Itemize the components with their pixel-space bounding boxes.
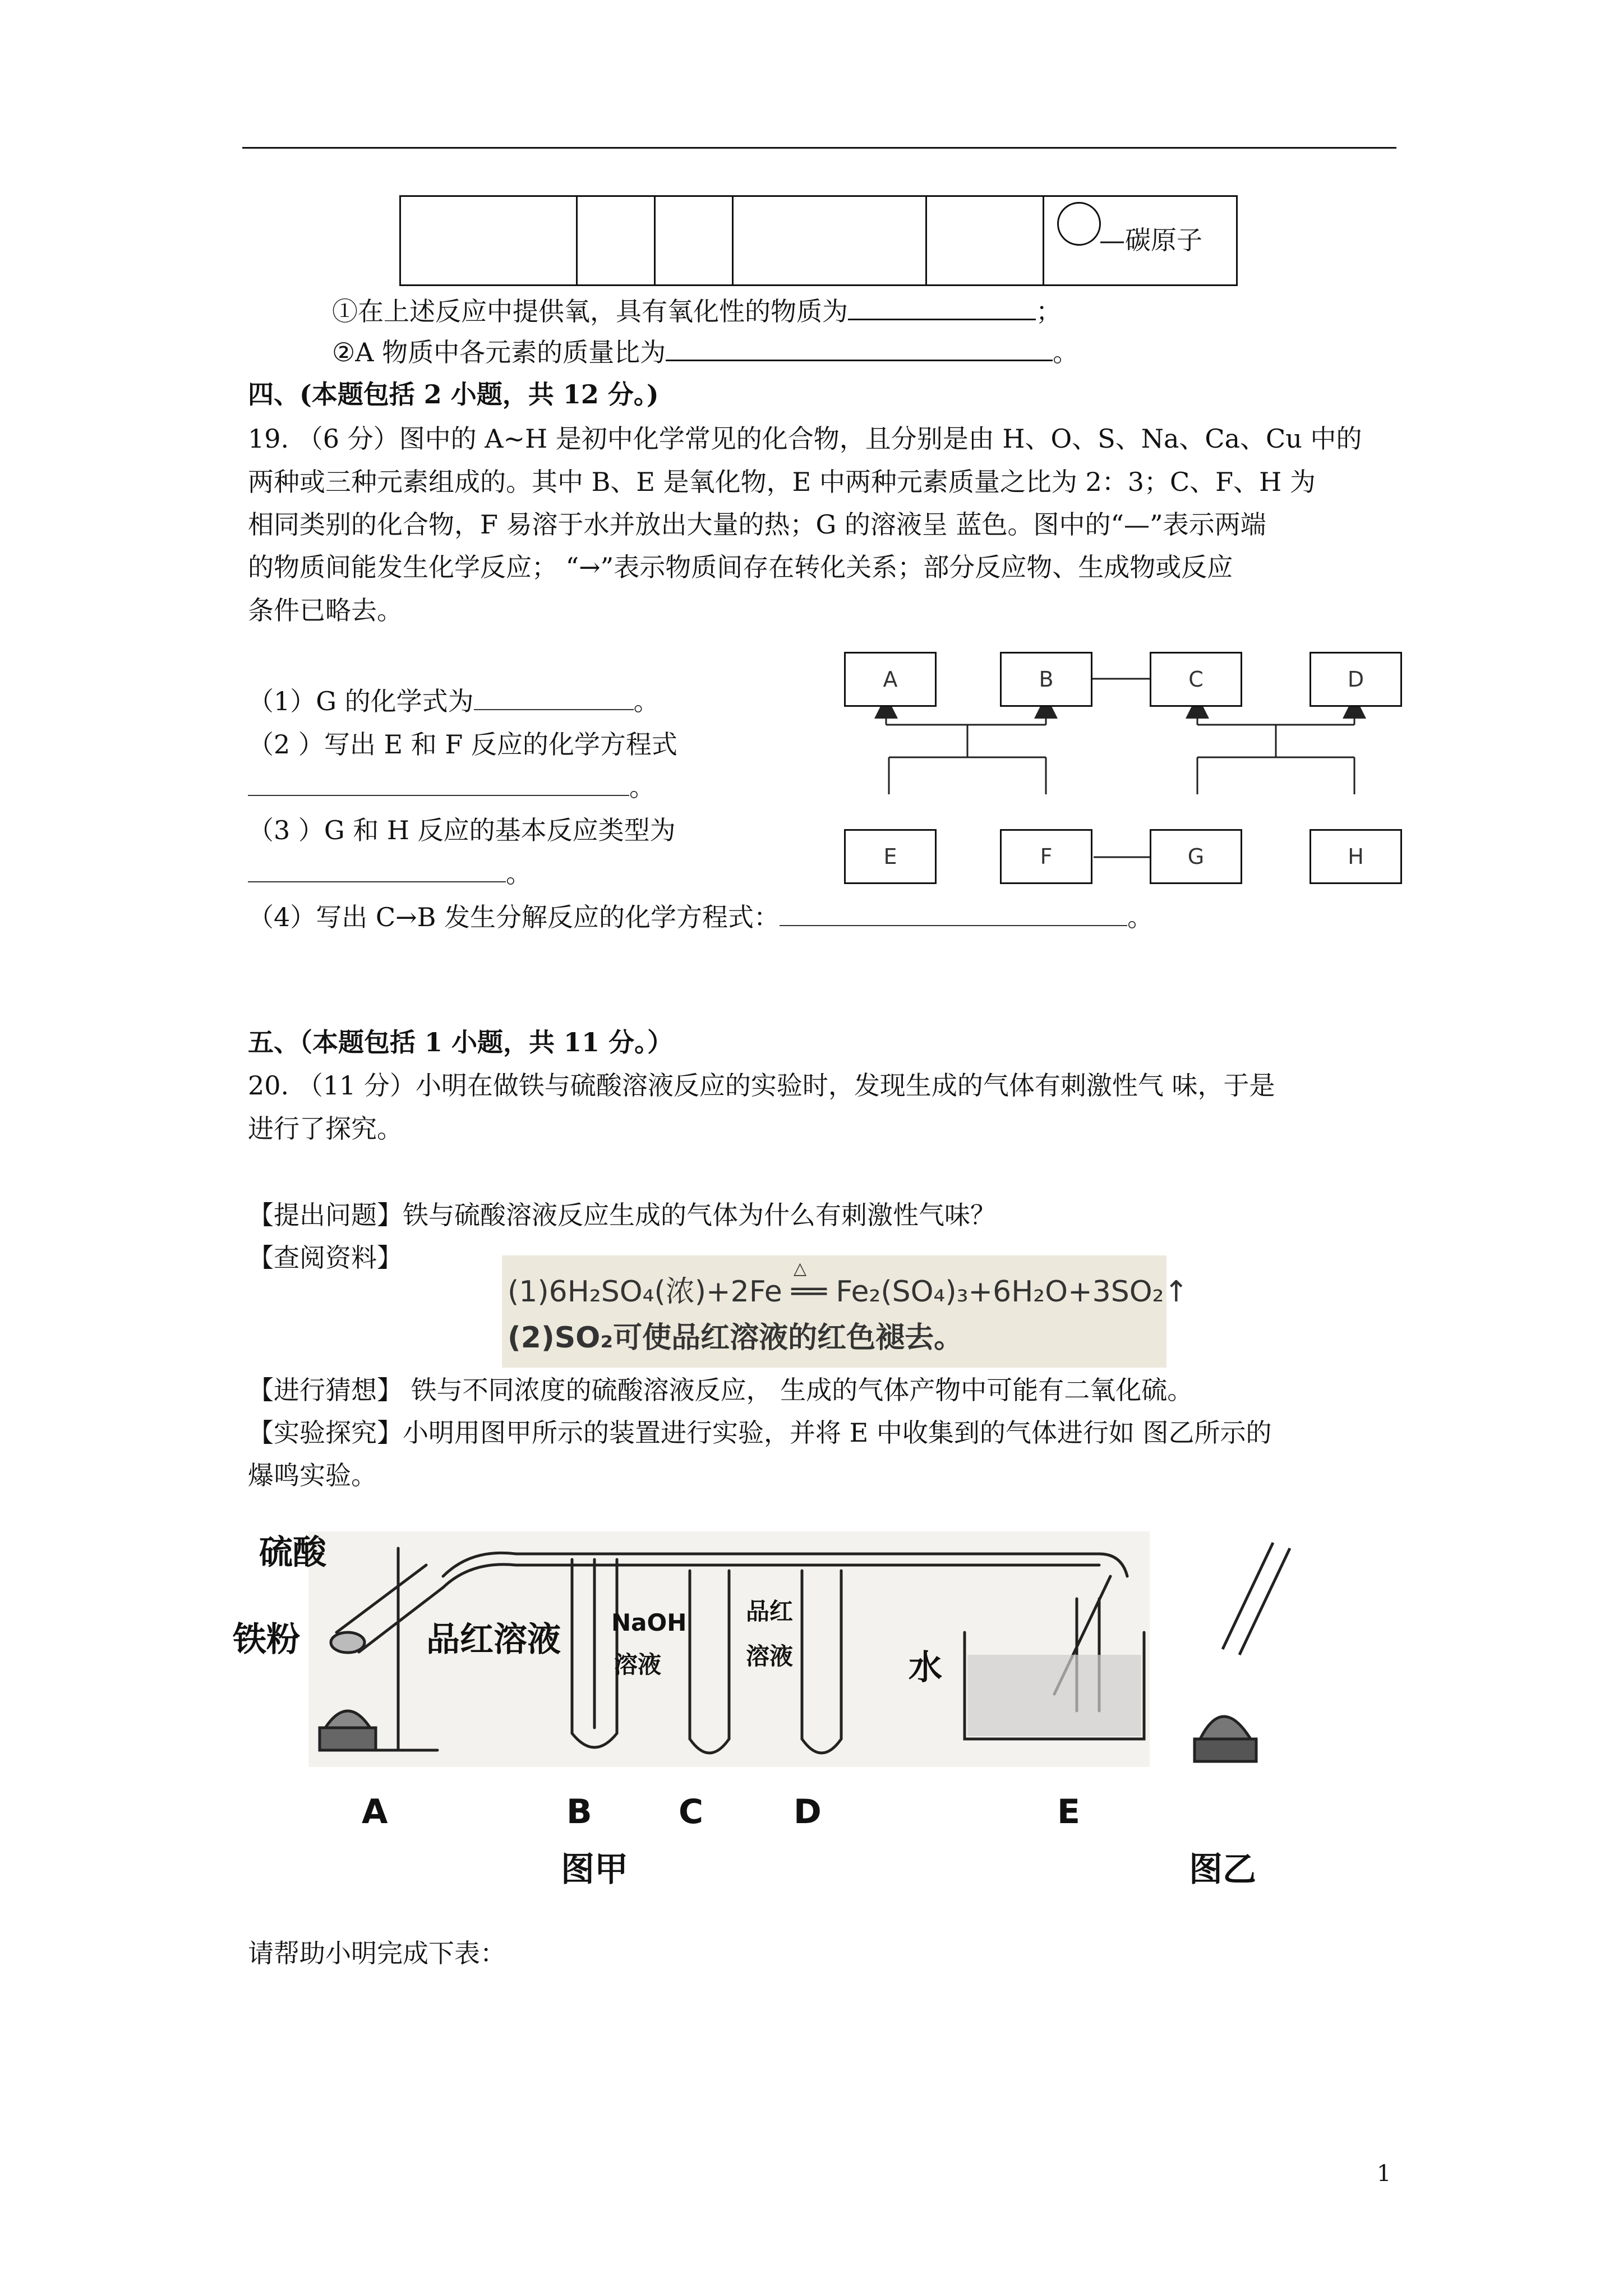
label-solution-c: 溶液	[614, 1651, 662, 1678]
label-naoh: NaOH	[611, 1609, 687, 1636]
diagram-node-f: F	[1000, 829, 1092, 884]
info-condition-symbol: △	[794, 1259, 807, 1278]
carbon-atom-legend: —碳原子	[1099, 225, 1202, 255]
carbon-atom-circle-icon	[1057, 202, 1101, 246]
q18-sub2-blank[interactable]	[666, 335, 1053, 361]
label-iron-powder: 铁粉	[233, 1620, 300, 1659]
diagram-node-c: C	[1150, 652, 1242, 707]
section5-title: 五、（本题包括 1 小题，共 11 分。）	[248, 1027, 674, 1057]
section4-title: 四、(本题包括 2 小题，共 12 分。)	[248, 379, 659, 409]
q19-sub2-answer: 。	[248, 770, 655, 804]
q19-sub4-blank[interactable]	[780, 900, 1127, 926]
label-pinkred-solution-b: 品红溶液	[426, 1620, 561, 1659]
label-water: 水	[909, 1648, 942, 1687]
q19-line-5: 条件已略去。	[248, 595, 403, 625]
diagram-node-d: D	[1310, 652, 1402, 707]
q19-sub2-blank[interactable]	[248, 770, 629, 796]
q19-line-2: 两种或三种元素组成的。其中 B、E 是氧化物，E 中两种元素质量之比为 2：3；C、F、H 为	[248, 467, 1316, 497]
info-line-1: (1)6H₂SO₄(浓)+2Fe ══ Fe₂(SO₄)₃+6H₂O+3SO₂↑	[508, 1275, 1189, 1309]
info-line-2: (2)SO₂可使品红溶液的红色褪去。	[508, 1321, 963, 1355]
q18-sub1-blank[interactable]	[848, 294, 1036, 320]
q19-sub1-blank[interactable]	[474, 684, 634, 710]
q20-line-2: 进行了探究。	[248, 1114, 403, 1144]
label-solution-d: 溶液	[746, 1642, 794, 1670]
q19-line-3: 相同类别的化合物，F 易溶于水并放出大量的热；G 的溶液呈 蓝色。图中的“—”表示两端	[248, 509, 1266, 540]
caption-figure-jia: 图甲	[561, 1850, 628, 1889]
page-number: 1	[1377, 2161, 1391, 2187]
q19-sub3-answer: 。	[248, 857, 532, 890]
diagram-node-a: A	[844, 652, 937, 707]
q19-sub3: （3 ）G 和 H 反应的基本反应类型为	[248, 815, 676, 845]
label-pinkred-d: 品红	[746, 1598, 794, 1625]
caption-figure-yi: 图乙	[1189, 1850, 1256, 1889]
letter-a: A	[362, 1792, 388, 1832]
q20-line-1: 20. （11 分）小明在做铁与硫酸溶液反应的实验时，发现生成的气体有刺激性气 味，于是	[248, 1070, 1275, 1101]
q19-sub4: （4）写出 C→B 发生分解反应的化学方程式： 。	[248, 900, 1153, 934]
header-rule	[242, 147, 1396, 149]
q20-please-complete: 请帮助小明完成下表：	[248, 1938, 506, 1968]
label-acid: 硫酸	[259, 1533, 326, 1572]
q19-sub1: （1）G 的化学式为 。	[248, 684, 660, 718]
letter-c: C	[679, 1792, 704, 1832]
q20-raise-question: 【提出问题】铁与硫酸溶液反应生成的气体为什么有刺激性气味？	[248, 1200, 996, 1230]
q20-explore-2: 爆鸣实验。	[248, 1460, 377, 1490]
letter-d: D	[794, 1792, 822, 1832]
q18-sub2: ②A 物质中各元素的质量比为 。	[332, 335, 1078, 369]
letter-b: B	[566, 1792, 592, 1832]
q20-guess: 【进行猜想】 铁与不同浓度的硫酸溶液反应， 生成的气体产物中可能有二氧化硫。	[248, 1375, 1193, 1405]
reference-info-box	[502, 1255, 1189, 1368]
diagram-node-g: G	[1150, 829, 1242, 884]
q19-sub2: （2 ）写出 E 和 F 反应的化学方程式	[248, 729, 677, 760]
letter-e: E	[1057, 1792, 1080, 1832]
diagram-node-e: E	[844, 829, 937, 884]
diagram-node-h: H	[1310, 829, 1402, 884]
q18-sub1: ①在上述反应中提供氧，具有氧化性的物质为 ；	[332, 294, 1062, 328]
q19-line-1: 19. （6 分）图中的 A~H 是初中化学常见的化合物，且分别是由 H、O、S、Na、Ca、Cu 中的	[248, 424, 1362, 454]
q20-consult-label: 【查阅资料】	[248, 1243, 403, 1273]
q20-explore-1: 【实验探究】小明用图甲所示的装置进行实验，并将 E 中收集到的气体进行如 图乙所示的	[248, 1418, 1272, 1448]
q19-line-4: 的物质间能发生化学反应； “→”表示物质间存在转化关系；部分反应物、生成物或反应	[248, 552, 1233, 582]
q19-sub3-blank[interactable]	[248, 857, 506, 882]
diagram-node-b: B	[1000, 652, 1092, 707]
